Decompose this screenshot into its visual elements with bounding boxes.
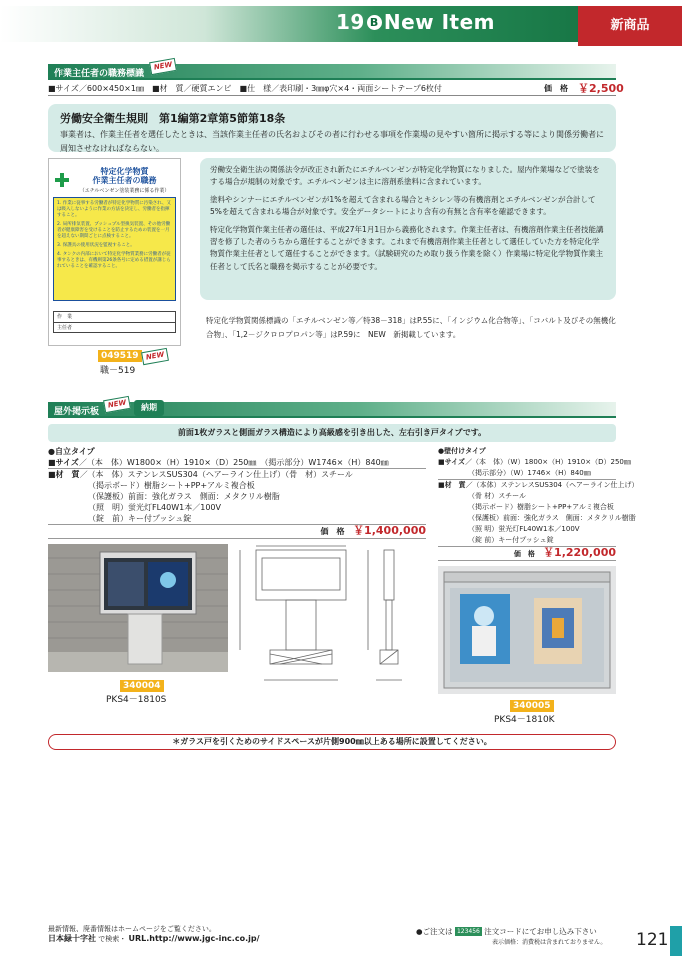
sign-product-image (48, 158, 181, 346)
spec-value: ／（本 体）（W）1800×（H）1910×（D）250㎜ (465, 458, 631, 466)
sign-table-row: 主任者 (57, 325, 73, 331)
product-model: 職－519 (100, 366, 136, 376)
sign-item: 2. 局所排気装置、プッシュプル型換気装置、その他労働者が健康障害を受けることを防止するための装置を一月を超えない期間ごとに点検すること。 (57, 222, 171, 239)
new-badge: NEW (149, 58, 177, 75)
sign-name-table (53, 311, 176, 333)
sign-duties-panel (53, 197, 176, 301)
spec-value: （骨 材）スチール (468, 492, 526, 500)
info-paragraph: 塗料やシンナーにエチルベンゼンが1%を超えて含まれる場合とキシレン等の有機溶剤とエチルベンゼンが合計して5%を超えて含まれる場合が対象です。安全データシートにより含有の有無と含有率を確認できます。 (210, 194, 596, 217)
spec-text: ■サイズ／600×450×1㎜ ■材 質／硬質エンビ ■仕 様／表印刷・3㎜φ穴×4・両面シートテープ6枚付 (48, 84, 442, 93)
footer-info: 最新情報、廃番情報はホームページをご覧ください。 (48, 925, 216, 933)
spec-value: （掲示部分）（W）1746×（H）840㎜ (438, 468, 616, 480)
product-code: 049519 (98, 350, 142, 362)
order-code-chip: 123456 (456, 928, 480, 935)
wall-board-illustration (438, 566, 616, 694)
green-cross-icon (55, 173, 69, 187)
header-title (336, 10, 495, 34)
company-name: 日本緑十字社 (48, 934, 96, 943)
spec-value: ／（本体）ステンレスSUS304（ヘアーライン仕上げ） (465, 481, 639, 489)
standing-board-photo (48, 544, 228, 672)
type-heading: ●壁付けタイプ (438, 447, 486, 455)
order-prefix: ●ご注文は (416, 927, 453, 936)
standing-board-illustration (48, 544, 228, 672)
spec-value: （掲示ボード）樹脂シート+PP+アルミ複合板 (468, 503, 614, 511)
product-code: 340005 (510, 700, 554, 712)
new-badge: NEW (103, 396, 131, 413)
spec-label: ■サイズ (48, 458, 79, 467)
page-number: 121 (636, 930, 669, 950)
spec-label: ■材 質 (48, 470, 80, 479)
footer-left (48, 924, 260, 944)
sign-subheading: （エチルベンゼン塗装業務に係る作業） (79, 188, 170, 194)
product-code: 340004 (120, 680, 164, 692)
spec-value: ／（本 体）ステンレスSUS304（ヘアーライン仕上げ）（骨 材）スチール (79, 470, 353, 479)
spec-value: （保護板）前面：強化ガラス 側面：メタクリル樹脂 (88, 492, 280, 501)
price-label: 価 格 (320, 527, 345, 536)
sign-heading-line2: 作業主任者の職務 (92, 176, 157, 185)
header-title-text: New Item (383, 10, 495, 34)
sign-item: 3. 保護具の使用状況を監視すること。 (57, 243, 135, 248)
sign-item: 4. タンクの内部において特定化学物質業務に労働者が従事するときは、有機則第26条各号に定める措置が講じられていることを確認すること。 (57, 252, 171, 269)
wall-board-photo (438, 566, 616, 694)
type-heading: ●自立タイプ (48, 447, 95, 456)
order-suffix: 注文コードにてお申し込み下さい (484, 927, 597, 936)
new-badge: NEW (141, 348, 169, 365)
law-box (48, 104, 616, 152)
tax-note: 表示価格：消費税は含まれておりません。 (492, 939, 607, 946)
section-label: 作業主任者の職務標識 (54, 69, 145, 79)
company-url[interactable]: URL.http://www.jgc-inc.co.jp/ (128, 934, 260, 943)
law-title: 労働安全衛生規則 第1編第2章第5節第18条 (60, 112, 286, 125)
header-title-number: 19 (336, 10, 365, 34)
page-header (0, 0, 682, 46)
info-box (200, 158, 616, 300)
product-model: PKS4－1810S (106, 695, 167, 705)
price: ￥1,400,000 (353, 524, 426, 537)
section-bar-sign (48, 64, 616, 80)
caution-note: ＊ガラス戸を引くためのサイドスペースが片側900㎜以上ある場所に設置してください。 (48, 734, 616, 750)
product-model: PKS4－1810K (494, 715, 555, 725)
sign-item: 1. 作業に従事する労働者が特定化学物質に汚染され、又は吸入しないように作業の方法を決定し、労働者を指揮すること。 (57, 201, 171, 218)
law-text: 事業者は、作業主任者を選任したときは、当該作業主任者の氏名およびその者に行わせる事項を作業場の見やすい箇所に掲示する等により関係労働者に周知させなければならない。 (60, 130, 604, 153)
technical-drawing (236, 544, 426, 686)
price: ￥1,220,000 (543, 546, 616, 559)
wall-specs (438, 446, 639, 561)
new-product-tag: 新商品 (578, 6, 682, 46)
sign-heading (73, 167, 176, 185)
spec-value: （錠 前）キー付プッシュ錠 (48, 513, 426, 525)
price: ￥2,500 (578, 82, 624, 95)
spec-label: ■サイズ (438, 458, 466, 466)
delivery-badge: 納期 (134, 400, 164, 416)
page-edge-tab (670, 926, 682, 956)
header-title-circle: B (367, 15, 382, 30)
standing-specs (48, 446, 426, 539)
spec-value: （保護板）前面：強化ガラス 側面：メタクリル樹脂 (468, 514, 636, 522)
spec-label: ■材 質 (438, 481, 466, 489)
spec-line (48, 82, 624, 96)
spec-value: （掲示ボード）樹脂シート+PP+アルミ複合板 (88, 481, 255, 490)
price-label: 価 格 (544, 84, 568, 93)
sign-table-row: 作 業 (54, 312, 175, 323)
spec-value: ／（本 体）W1800×（H）1910×（D）250㎜ （掲示部分）W1746×（H）840㎜ (78, 458, 389, 467)
lead-text: 前面1枚ガラスと側面ガラス構造により高級感を引き出した、左右引き戸タイプです。 (48, 424, 616, 442)
sign-heading-line1: 特定化学物質 (100, 167, 149, 176)
section-label: 屋外掲示板 (54, 407, 100, 417)
spec-value: （錠 前）キー付プッシュ錠 (438, 535, 616, 547)
footer-right (416, 926, 606, 948)
price-label: 価 格 (513, 550, 535, 558)
info-paragraph: 労働安全衛生法の関係法令が改正され新たにエチルベンゼンが特定化学物質になりました。屋内作業場などで塗装をする場合が規制の対象です。エチルベンゼンは主に溶剤系塗料に含まれています。 (210, 165, 600, 187)
spec-value: （照 明）蛍光灯FL40W1本／100V (88, 503, 221, 512)
info-note: 特定化学物質関係標識の「エチルベンゼン等／特38－318」はP.55に、「インジウム化合物等」、「コバルト及びその無機化合物」、「1,2－ジクロロプロパン等」はP.59に NEW 新掲載しています。 (206, 316, 616, 339)
spec-value: （照 明）蛍光灯FL40W1本／100V (468, 525, 580, 533)
search-text: で検索・ (98, 935, 127, 943)
info-paragraph: 特定化学物質作業主任者の選任は、平成27年1月1日から義務化されます。作業主任者は、有機溶剤作業主任者技能講習を修了した者のうちから選任することができます。これまで有機溶剤作業主任者として選任していた方を特定化学物質作業主任者として選任することができます。（試験研究のため取り扱う作業を除く）作業場に特定化学物質作業主任者として氏名と職務を掲示することが必要です。 (210, 224, 604, 271)
